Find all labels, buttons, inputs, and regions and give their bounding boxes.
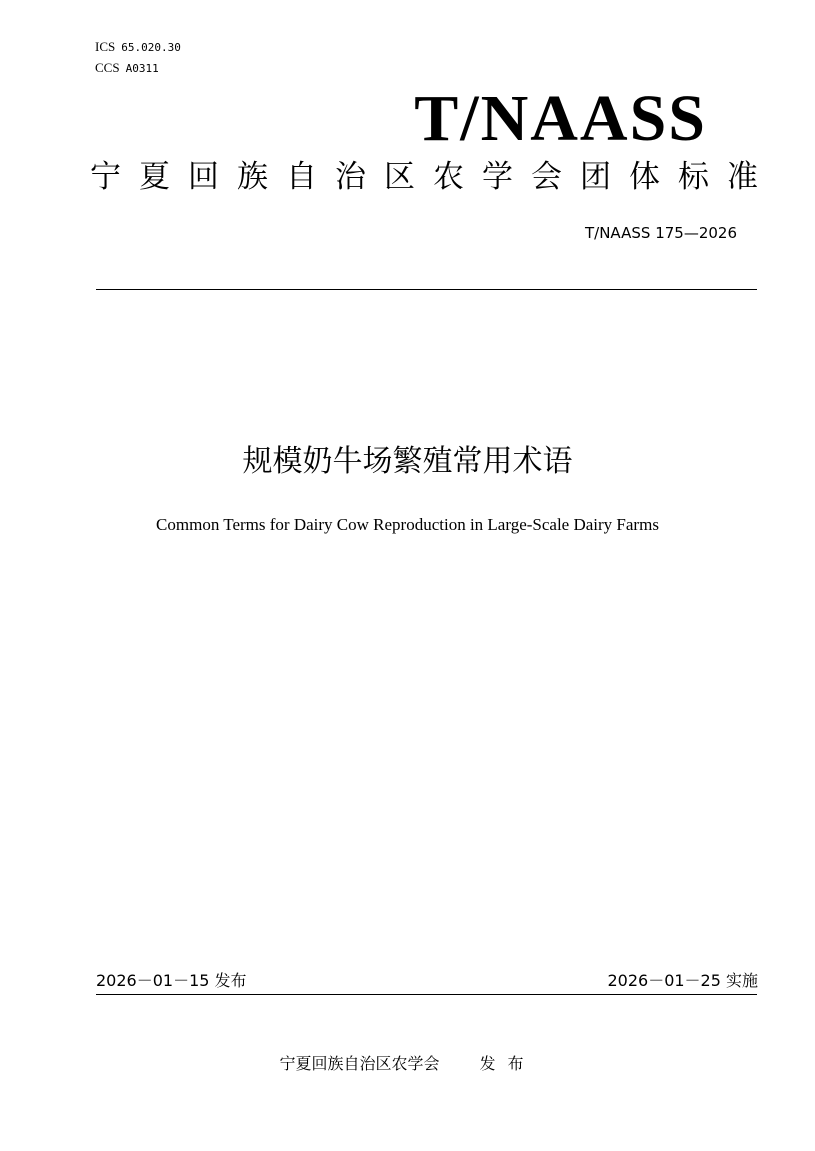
issuer-name: 宁夏回族自治区农学会 [279, 1054, 440, 1073]
document-title-english: Common Terms for Dairy Cow Reproduction in Large-Scale Dairy Farms [156, 515, 659, 534]
ics-label: ICS [95, 39, 116, 54]
ccs-code [95, 61, 159, 76]
org-title-char: 宁 [90, 159, 121, 195]
ccs-label: CCS [95, 60, 120, 75]
publish-date: 2026－01－15 发布 [96, 971, 247, 990]
org-title-char: 治 [335, 159, 366, 195]
org-title-char: 族 [237, 159, 268, 195]
ics-code [95, 40, 181, 55]
org-title-char: 团 [580, 159, 611, 195]
standard-number: T/NAASS 175—2026 [585, 224, 737, 242]
top-divider [96, 289, 757, 290]
org-title-char: 会 [531, 159, 562, 195]
ccs-value: A0311 [125, 62, 159, 75]
org-title-char: 自 [286, 159, 317, 195]
org-title-char: 准 [727, 159, 758, 195]
org-title-char: 夏 [139, 159, 170, 195]
ics-value: 65.020.30 [121, 41, 181, 54]
bottom-divider [96, 994, 757, 995]
standard-logo: T/NAASS [414, 82, 707, 155]
document-title-chinese: 规模奶牛场繁殖常用术语 [242, 444, 573, 479]
issuer-line [0, 1053, 815, 1075]
issue-verb: 发布 [479, 1054, 536, 1073]
org-title-char: 农 [433, 159, 464, 195]
organization-standard-title [90, 156, 758, 198]
org-title-char: 体 [629, 159, 660, 195]
org-title-char: 学 [482, 159, 513, 195]
org-title-char: 区 [384, 159, 415, 195]
org-title-char: 回 [188, 159, 219, 195]
implement-date: 2026－01－25 实施 [607, 971, 758, 990]
org-title-char: 标 [678, 159, 709, 195]
